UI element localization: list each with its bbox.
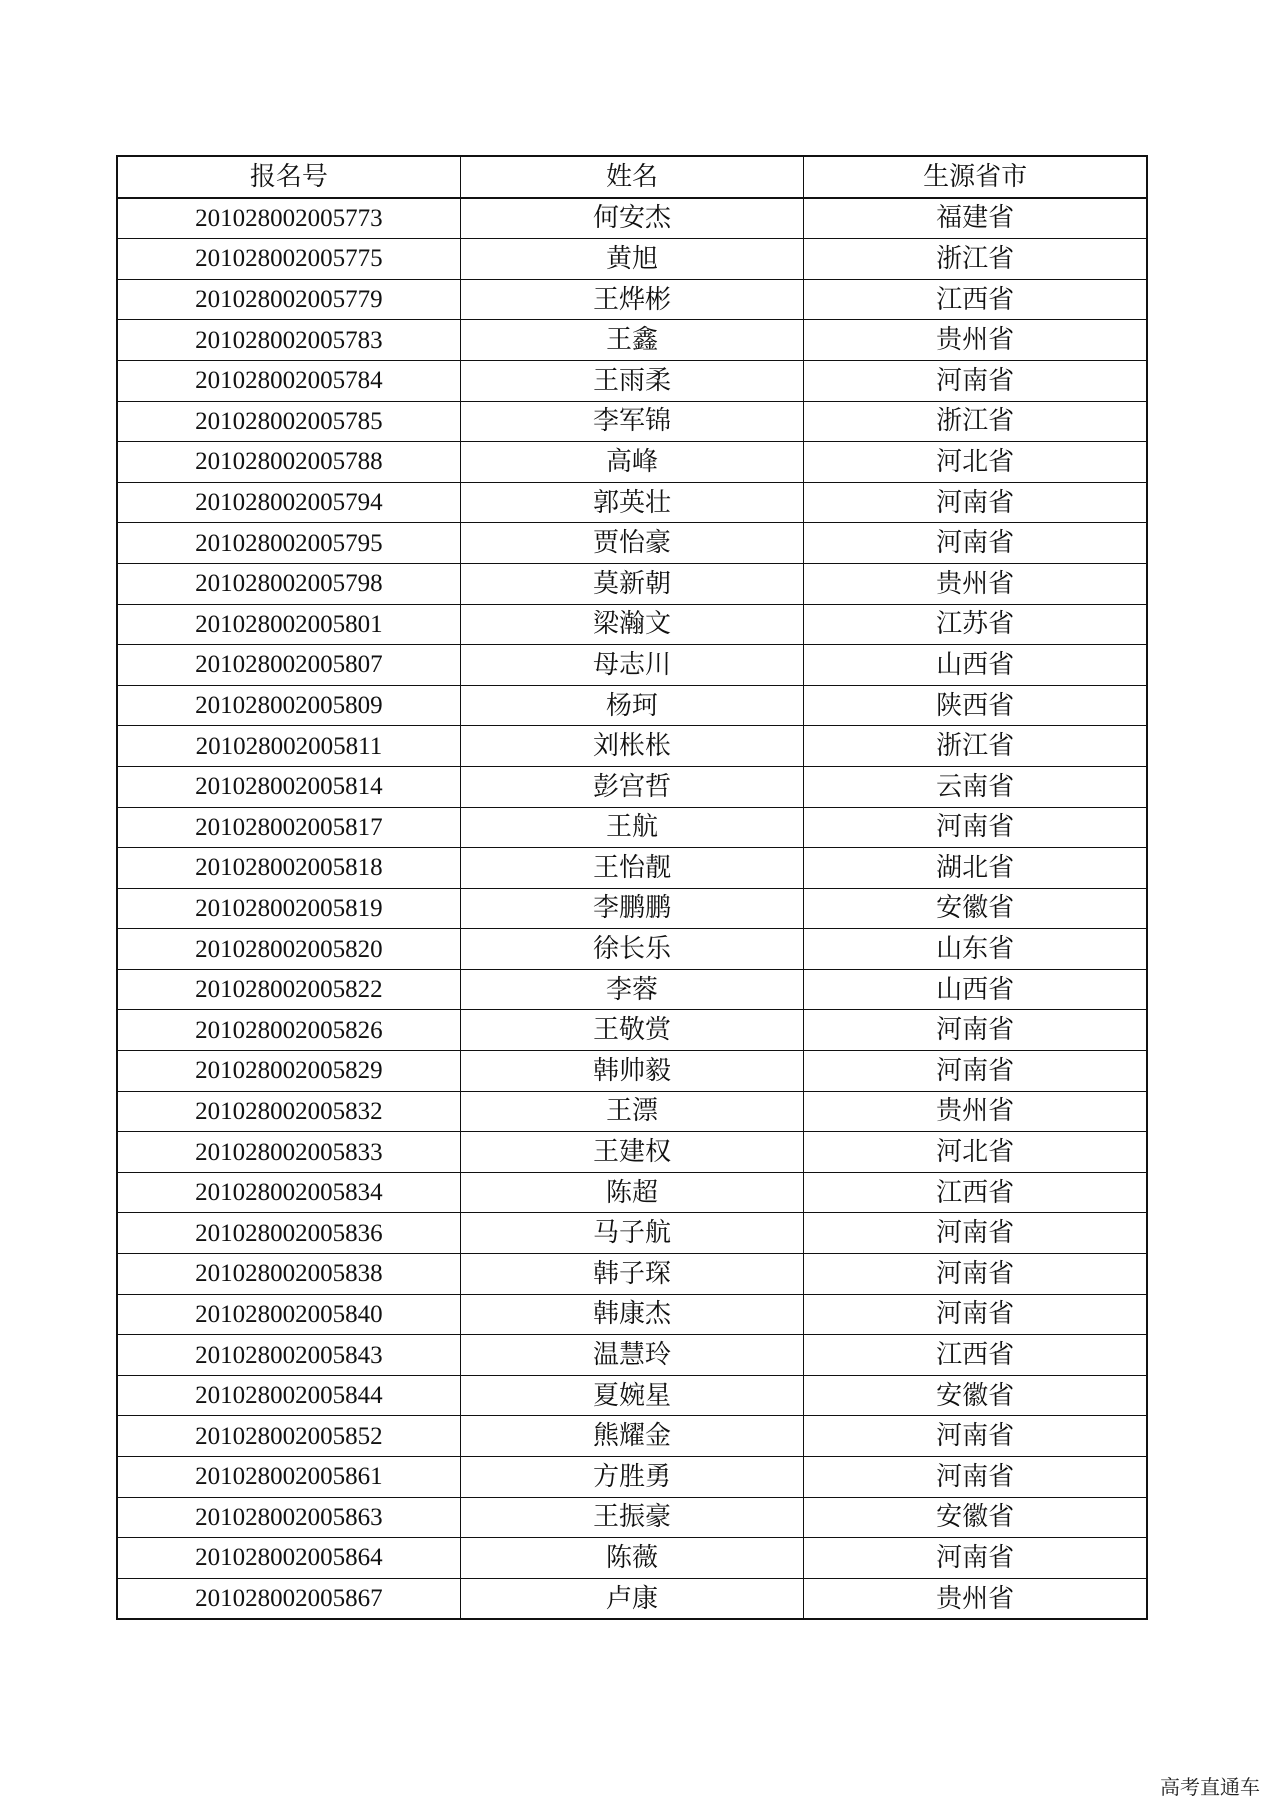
cell-name: 郭英壮 <box>460 482 803 523</box>
cell-name: 熊耀金 <box>460 1416 803 1457</box>
cell-name: 王航 <box>460 807 803 848</box>
cell-origin-province: 贵州省 <box>804 320 1147 361</box>
cell-registration-number: 201028002005795 <box>117 523 460 564</box>
admission-list-table-container <box>116 155 1146 1620</box>
table-body <box>117 198 1147 1620</box>
table-row <box>117 1335 1147 1376</box>
table-row <box>117 1497 1147 1538</box>
table-row <box>117 1213 1147 1254</box>
cell-name: 徐长乐 <box>460 929 803 970</box>
cell-origin-province: 江苏省 <box>804 604 1147 645</box>
cell-origin-province: 河南省 <box>804 1010 1147 1051</box>
cell-name: 李鹏鹏 <box>460 888 803 929</box>
cell-name: 何安杰 <box>460 198 803 239</box>
cell-name: 方胜勇 <box>460 1457 803 1498</box>
cell-name: 韩子琛 <box>460 1254 803 1295</box>
cell-name: 王敬赏 <box>460 1010 803 1051</box>
cell-origin-province: 陕西省 <box>804 685 1147 726</box>
cell-origin-province: 贵州省 <box>804 1091 1147 1132</box>
table-row <box>117 807 1147 848</box>
cell-origin-province: 江西省 <box>804 1172 1147 1213</box>
cell-registration-number: 201028002005784 <box>117 360 460 401</box>
cell-name: 王雨柔 <box>460 360 803 401</box>
table-row <box>117 239 1147 280</box>
cell-origin-province: 江西省 <box>804 279 1147 320</box>
table-row <box>117 442 1147 483</box>
cell-registration-number: 201028002005822 <box>117 969 460 1010</box>
cell-name: 王建权 <box>460 1132 803 1173</box>
cell-registration-number: 201028002005833 <box>117 1132 460 1173</box>
table-row <box>117 1254 1147 1295</box>
cell-name: 黄旭 <box>460 239 803 280</box>
table-row <box>117 1051 1147 1092</box>
cell-name: 王怡靓 <box>460 848 803 889</box>
table-row <box>117 929 1147 970</box>
cell-origin-province: 安徽省 <box>804 888 1147 929</box>
cell-name: 王烨彬 <box>460 279 803 320</box>
table-row <box>117 604 1147 645</box>
table-row <box>117 1132 1147 1173</box>
cell-name: 马子航 <box>460 1213 803 1254</box>
cell-registration-number: 201028002005818 <box>117 848 460 889</box>
cell-name: 梁瀚文 <box>460 604 803 645</box>
cell-registration-number: 201028002005783 <box>117 320 460 361</box>
cell-registration-number: 201028002005794 <box>117 482 460 523</box>
table-row <box>117 969 1147 1010</box>
cell-registration-number: 201028002005820 <box>117 929 460 970</box>
cell-origin-province: 河南省 <box>804 807 1147 848</box>
table-row <box>117 766 1147 807</box>
table-row <box>117 1538 1147 1579</box>
cell-registration-number: 201028002005788 <box>117 442 460 483</box>
cell-origin-province: 河南省 <box>804 1051 1147 1092</box>
cell-origin-province: 河北省 <box>804 1132 1147 1173</box>
cell-registration-number: 201028002005863 <box>117 1497 460 1538</box>
cell-name: 陈超 <box>460 1172 803 1213</box>
cell-name: 李军锦 <box>460 401 803 442</box>
cell-registration-number: 201028002005801 <box>117 604 460 645</box>
table-row <box>117 1457 1147 1498</box>
cell-registration-number: 201028002005826 <box>117 1010 460 1051</box>
cell-registration-number: 201028002005843 <box>117 1335 460 1376</box>
cell-registration-number: 201028002005785 <box>117 401 460 442</box>
cell-origin-province: 江西省 <box>804 1335 1147 1376</box>
cell-origin-province: 山西省 <box>804 969 1147 1010</box>
cell-origin-province: 山西省 <box>804 645 1147 686</box>
header-name: 姓名 <box>460 156 803 198</box>
cell-origin-province: 河南省 <box>804 1416 1147 1457</box>
cell-registration-number: 201028002005852 <box>117 1416 460 1457</box>
cell-origin-province: 山东省 <box>804 929 1147 970</box>
cell-name: 夏婉星 <box>460 1375 803 1416</box>
cell-origin-province: 浙江省 <box>804 726 1147 767</box>
cell-name: 刘枨枨 <box>460 726 803 767</box>
cell-origin-province: 河南省 <box>804 482 1147 523</box>
cell-registration-number: 201028002005773 <box>117 198 460 239</box>
watermark-text: 高考直通车 <box>1160 1775 1260 1799</box>
cell-origin-province: 贵州省 <box>804 563 1147 604</box>
cell-name: 彭宫哲 <box>460 766 803 807</box>
cell-name: 母志川 <box>460 645 803 686</box>
cell-name: 韩康杰 <box>460 1294 803 1335</box>
table-row <box>117 1010 1147 1051</box>
cell-registration-number: 201028002005809 <box>117 685 460 726</box>
cell-registration-number: 201028002005864 <box>117 1538 460 1579</box>
cell-name: 韩帅毅 <box>460 1051 803 1092</box>
table-row <box>117 1375 1147 1416</box>
cell-origin-province: 浙江省 <box>804 401 1147 442</box>
table-row <box>117 563 1147 604</box>
cell-name: 温慧玲 <box>460 1335 803 1376</box>
cell-name: 莫新朝 <box>460 563 803 604</box>
table-row <box>117 482 1147 523</box>
cell-registration-number: 201028002005807 <box>117 645 460 686</box>
cell-registration-number: 201028002005829 <box>117 1051 460 1092</box>
cell-registration-number: 201028002005836 <box>117 1213 460 1254</box>
header-registration-number: 报名号 <box>117 156 460 198</box>
cell-origin-province: 河南省 <box>804 523 1147 564</box>
cell-origin-province: 河南省 <box>804 1457 1147 1498</box>
cell-registration-number: 201028002005811 <box>117 726 460 767</box>
cell-origin-province: 云南省 <box>804 766 1147 807</box>
cell-name: 李蓉 <box>460 969 803 1010</box>
cell-registration-number: 201028002005775 <box>117 239 460 280</box>
cell-origin-province: 贵州省 <box>804 1578 1147 1619</box>
cell-registration-number: 201028002005840 <box>117 1294 460 1335</box>
table-row <box>117 1172 1147 1213</box>
cell-origin-province: 河南省 <box>804 1538 1147 1579</box>
table-row <box>117 279 1147 320</box>
table-row <box>117 685 1147 726</box>
cell-name: 王振豪 <box>460 1497 803 1538</box>
cell-origin-province: 安徽省 <box>804 1375 1147 1416</box>
cell-origin-province: 浙江省 <box>804 239 1147 280</box>
cell-registration-number: 201028002005779 <box>117 279 460 320</box>
cell-registration-number: 201028002005844 <box>117 1375 460 1416</box>
table-row <box>117 401 1147 442</box>
cell-name: 高峰 <box>460 442 803 483</box>
cell-origin-province: 安徽省 <box>804 1497 1147 1538</box>
table-row <box>117 645 1147 686</box>
table-row <box>117 1294 1147 1335</box>
cell-registration-number: 201028002005798 <box>117 563 460 604</box>
cell-registration-number: 201028002005867 <box>117 1578 460 1619</box>
cell-registration-number: 201028002005819 <box>117 888 460 929</box>
table-row <box>117 523 1147 564</box>
cell-origin-province: 河南省 <box>804 1213 1147 1254</box>
table-row <box>117 848 1147 889</box>
cell-name: 卢康 <box>460 1578 803 1619</box>
table-row <box>117 320 1147 361</box>
cell-registration-number: 201028002005861 <box>117 1457 460 1498</box>
cell-registration-number: 201028002005817 <box>117 807 460 848</box>
cell-origin-province: 河南省 <box>804 1294 1147 1335</box>
table-row <box>117 360 1147 401</box>
cell-origin-province: 河南省 <box>804 360 1147 401</box>
cell-registration-number: 201028002005834 <box>117 1172 460 1213</box>
cell-name: 杨珂 <box>460 685 803 726</box>
table-row <box>117 888 1147 929</box>
cell-origin-province: 福建省 <box>804 198 1147 239</box>
cell-registration-number: 201028002005814 <box>117 766 460 807</box>
table-row <box>117 198 1147 239</box>
cell-origin-province: 河北省 <box>804 442 1147 483</box>
table-row <box>117 1578 1147 1619</box>
table-row <box>117 726 1147 767</box>
cell-registration-number: 201028002005832 <box>117 1091 460 1132</box>
admission-list-table <box>116 155 1148 1620</box>
cell-origin-province: 河南省 <box>804 1254 1147 1295</box>
table-row <box>117 1091 1147 1132</box>
cell-name: 贾怡豪 <box>460 523 803 564</box>
cell-name: 陈薇 <box>460 1538 803 1579</box>
table-header-row <box>117 156 1147 198</box>
cell-name: 王漂 <box>460 1091 803 1132</box>
table-row <box>117 1416 1147 1457</box>
cell-registration-number: 201028002005838 <box>117 1254 460 1295</box>
cell-origin-province: 湖北省 <box>804 848 1147 889</box>
cell-name: 王鑫 <box>460 320 803 361</box>
header-origin-province: 生源省市 <box>804 156 1147 198</box>
